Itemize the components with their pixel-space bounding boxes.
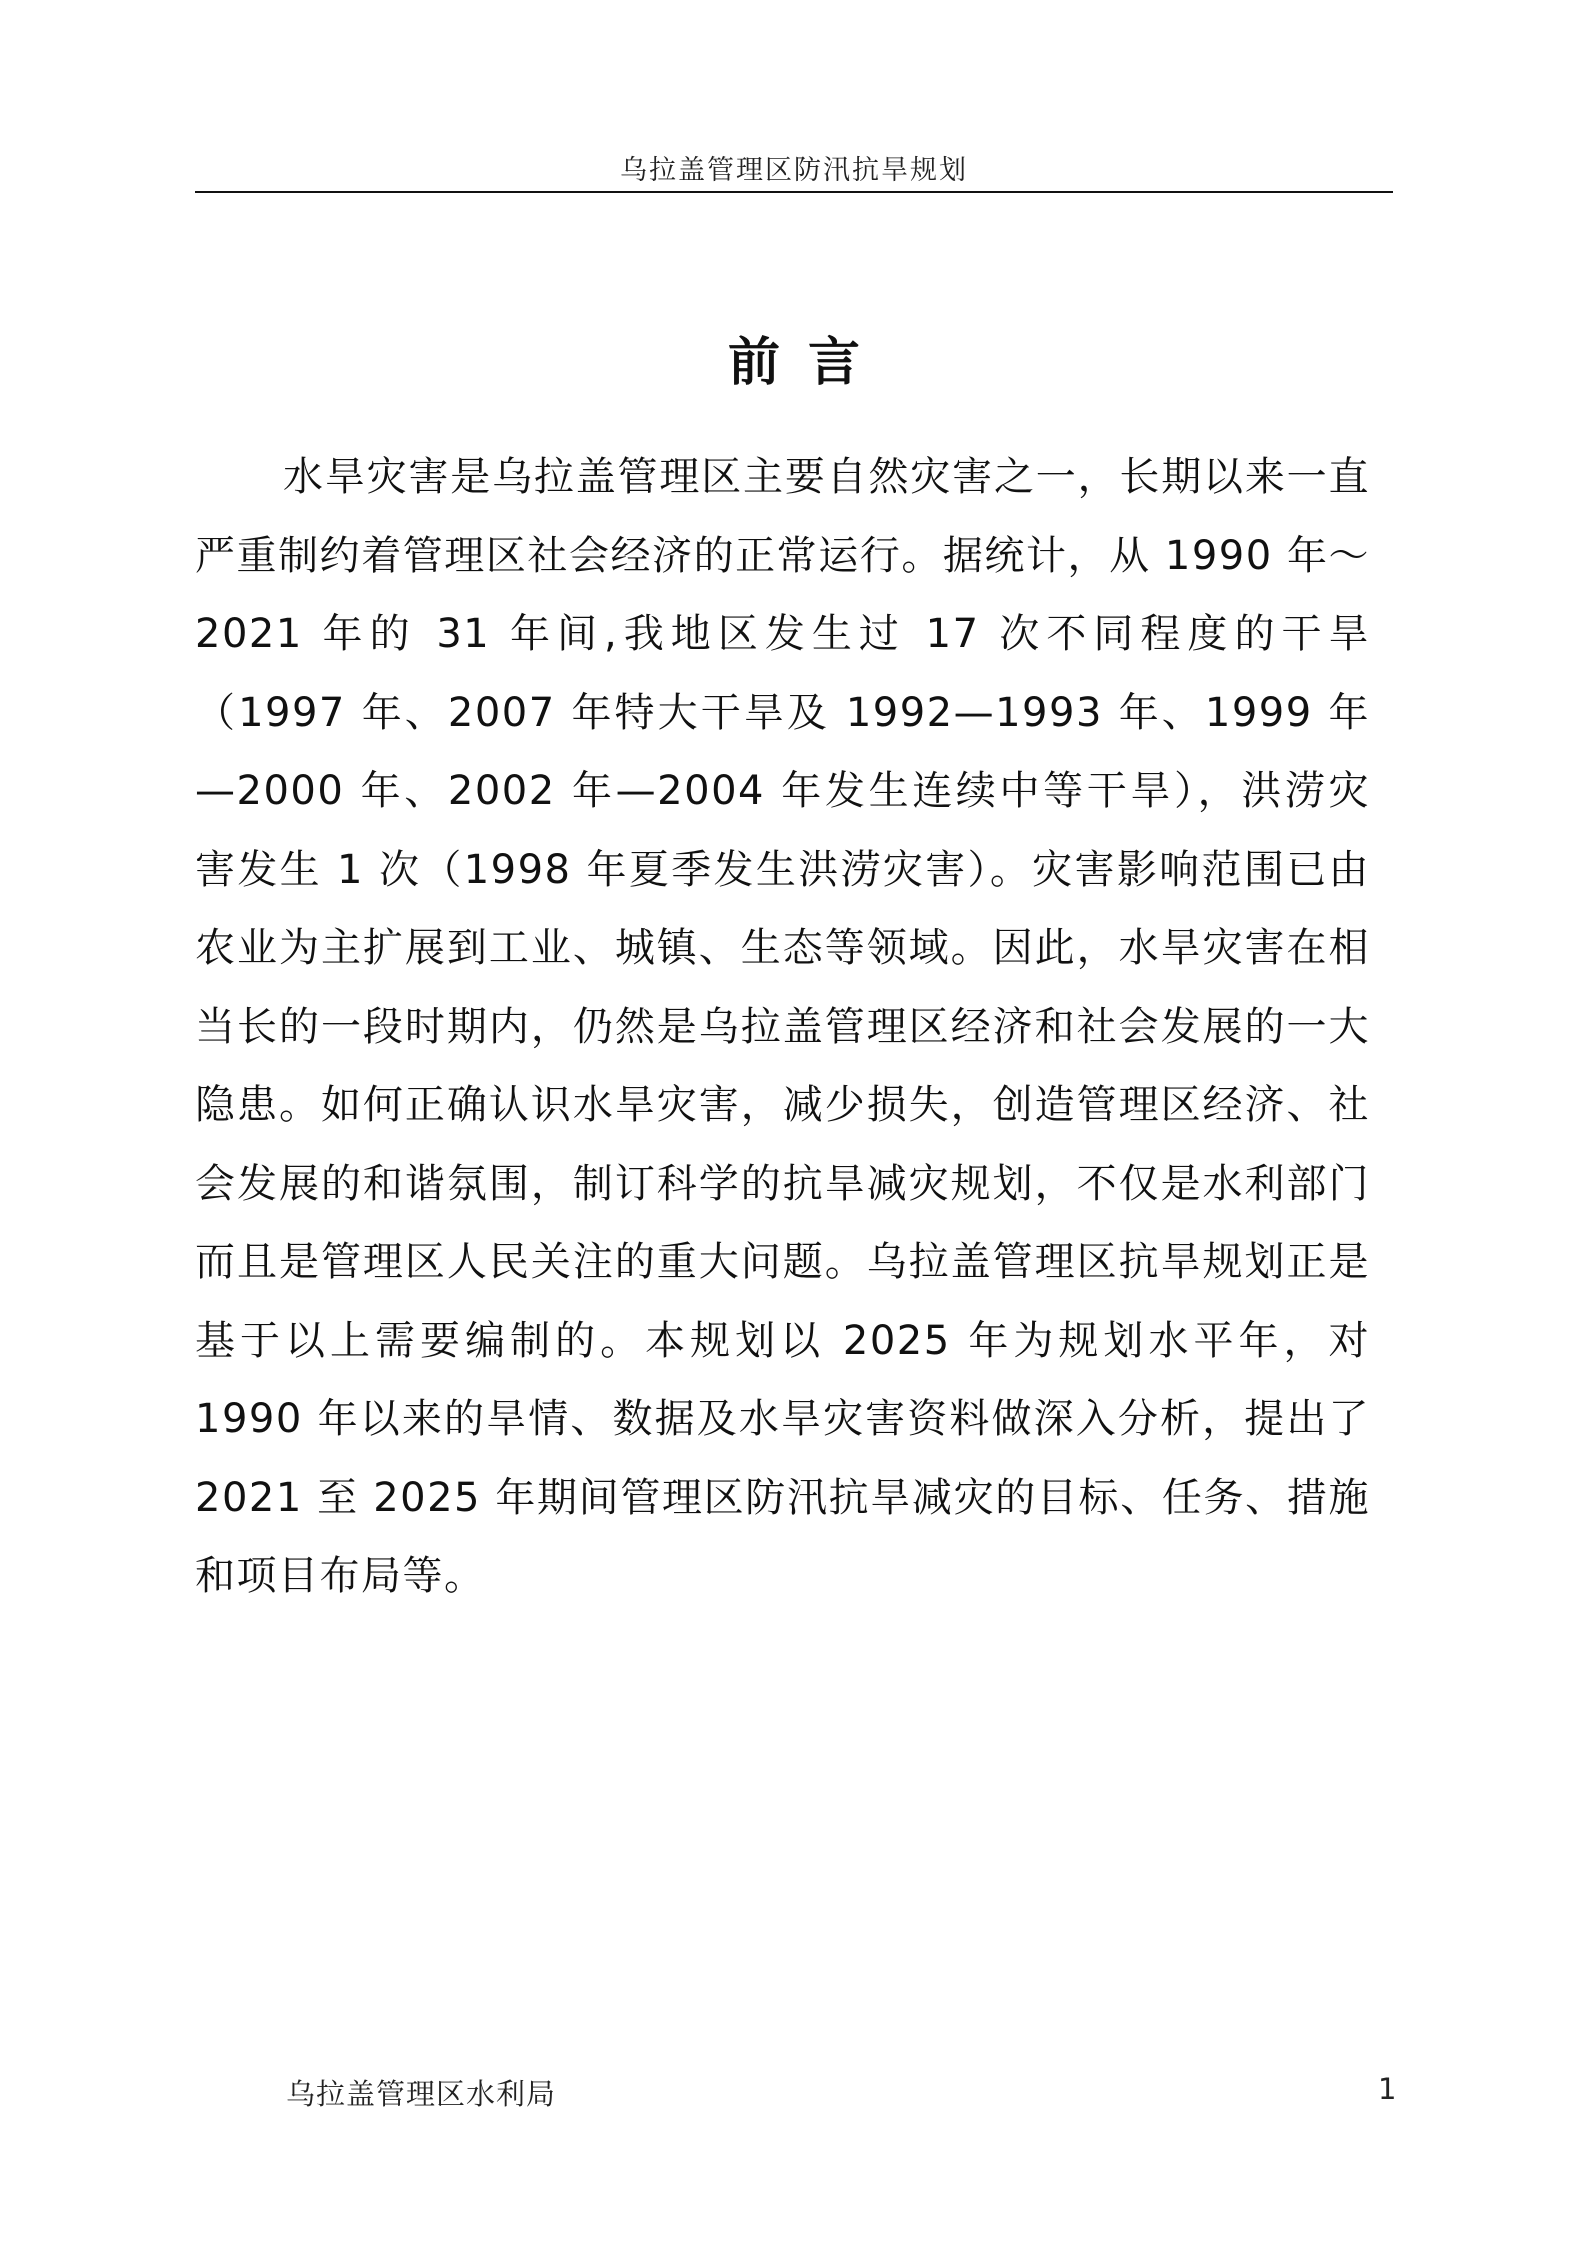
body-paragraph: 水旱灾害是乌拉盖管理区主要自然灾害之一，长期以来一直严重制约着管理区社会经济的正常运行。据统计，从 1990 年～2021 年的 31 年间,我地区发生过 17 次不同程度的干旱（1997 年、2007 年特大干旱及 1992—1993 年、1999 年—2000 年、2002 年—2004 年发生连续中等干旱），洪涝灾害发生 1 次（1998 年夏季发生洪涝灾害）。灾害影响范围已由农业为主扩展到工业、城镇、生态等领域。因此，水旱灾害在相当长的一段时期内，仍然是乌拉盖管理区经济和社会发展的一大隐患。如何正确认识水旱灾害，减少损失，创造管理区经济、社会发展的和谐氛围，制订科学的抗旱减灾规划，不仅是水利部门而且是管理区人民关注的重大问题。乌拉盖管理区抗旱规划正是基于以上需要编制的。本规划以 2025 年为规划水平年，对 1990 年以来的旱情、数据及水旱灾害资料做深入分析，提出了 2021 至 2025 年期间管理区防汛抗旱减灾的目标、任务、措施和项目布局等。: [195, 454, 1370, 1599]
section-title: 前言: [727, 333, 888, 393]
page-number: 1: [1378, 2072, 1397, 2106]
footer-organization: 乌拉盖管理区水利局: [286, 2077, 557, 2111]
header-divider: [195, 191, 1393, 193]
running-header: 乌拉盖管理区防汛抗旱规划: [620, 155, 968, 186]
